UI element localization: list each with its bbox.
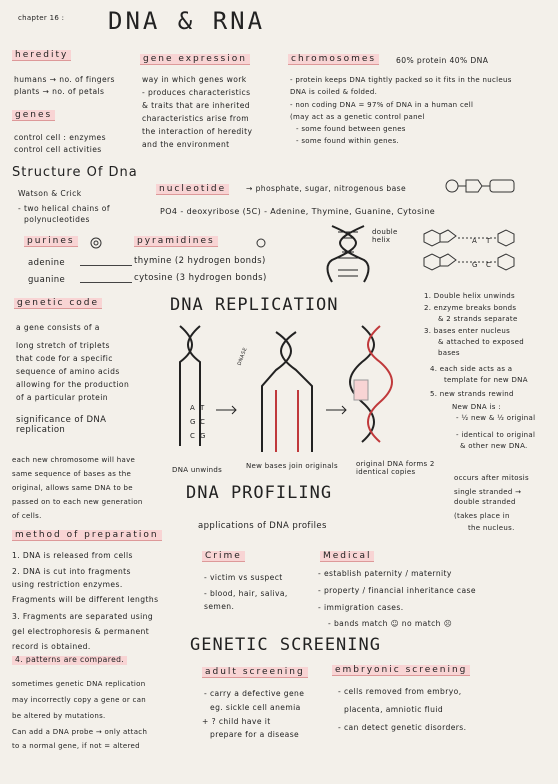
mitosis-note: occurs after mitosis	[454, 474, 529, 482]
chromosomes-line: DNA is coiled & folded.	[290, 88, 378, 96]
gene-expression-heading: gene expression	[140, 54, 250, 65]
significance-line: original, allows same DNA to be	[12, 484, 133, 492]
double-helix-icon	[328, 226, 368, 282]
nucleotide-heading: nucleotide	[156, 184, 229, 195]
chapter-label: chapter 16 :	[18, 14, 65, 22]
replication-step: 3. bases enter nucleus	[424, 327, 511, 335]
medical-line: - establish paternity / maternity	[318, 569, 452, 578]
embryonic-screening-heading: embryonic screening	[332, 665, 470, 676]
strand-letter: G	[190, 418, 196, 426]
significance-line: each new chromosome will have	[12, 456, 136, 464]
chromosomes-line: - some found between genes	[296, 125, 406, 133]
significance-line: same sequence of bases as the	[12, 470, 132, 478]
gene-expression-line: & traits that are inherited	[142, 101, 250, 110]
replication-caption: DNA unwinds	[172, 466, 223, 474]
gene-expression-line: way in which genes work	[142, 75, 247, 84]
crime-line: - blood, hair, saliva,	[204, 589, 288, 598]
replication-step: bases	[438, 349, 460, 357]
purine-item: guanine	[28, 275, 66, 285]
embryonic-screening-line: - can detect genetic disorders.	[338, 723, 467, 732]
mitosis-note: double stranded	[454, 498, 516, 506]
replication-step: 2. enzyme breaks bonds	[424, 304, 517, 312]
dnase-label: DNASE	[236, 346, 249, 367]
chromosomes-line: - some found within genes.	[296, 137, 399, 145]
pyramidine-item: cytosine (3 hydrogen bonds)	[134, 273, 267, 283]
chromosomes-summary: 60% protein 40% DNA	[396, 56, 489, 65]
chromosomes-line: - protein keeps DNA tightly packed so it fits in the nucleus	[290, 76, 512, 84]
method-line: gel electrophoresis & permanent	[12, 627, 150, 636]
pyramidine-item: thymine (2 hydrogen bonds)	[134, 256, 266, 266]
genetic-code-line: a gene consists of a	[16, 323, 100, 332]
replication-step: - identical to original	[456, 431, 536, 439]
screening-intro: to a normal gene, if not = altered	[12, 742, 140, 750]
medical-line: - bands match ☺ no match ☹	[328, 619, 453, 628]
profiling-heading: DNA PROFILING	[186, 483, 333, 503]
heredity-heading: heredity	[12, 50, 71, 61]
method-line: Fragments will be different lengths	[12, 595, 159, 604]
screening-intro: sometimes genetic DNA replication	[12, 680, 146, 688]
replication-step: 5. new strands rewind	[430, 390, 514, 398]
gene-expression-line: the interaction of heredity	[142, 127, 253, 136]
method-line: record is obtained.	[12, 642, 91, 651]
base-label-t: T	[486, 237, 491, 245]
purine-link-line	[80, 265, 132, 266]
adult-screening-line: + ? child have it	[202, 717, 271, 726]
applications-label: applications of DNA profiles	[198, 521, 327, 531]
replication-step: & other new DNA.	[460, 442, 528, 450]
genetic-code-line: that code for a specific	[16, 354, 113, 363]
replication-step: New DNA is :	[452, 403, 501, 411]
strand-letter: C	[200, 418, 206, 426]
embryonic-screening-line: placenta, amniotic fluid	[344, 705, 444, 714]
screening-intro: Can add a DNA probe → only attach	[12, 728, 148, 736]
genes-heading: genes	[12, 110, 55, 121]
replication-step: 4. each side acts as a	[430, 365, 513, 373]
structure-line: polynucleotides	[24, 215, 90, 224]
medical-line: - immigration cases.	[318, 603, 404, 612]
replication-step: & 2 strands separate	[438, 315, 518, 323]
double-helix-label: double helix	[372, 228, 398, 245]
adult-screening-line: eg. sickle cell anemia	[210, 703, 301, 712]
genetic-code-line: long stretch of triplets	[16, 341, 110, 350]
replication-step: & attached to exposed	[438, 338, 525, 346]
method-heading: method of preparation	[12, 530, 162, 541]
nucleotide-arrow-text: → phosphate, sugar, nitrogenous base	[246, 184, 407, 193]
page-title: DNA & RNA	[108, 7, 266, 35]
mitosis-note: (takes place in	[454, 512, 510, 520]
structure-line: - two helical chains of	[18, 204, 110, 213]
strand-letter: A	[190, 404, 196, 412]
mitosis-note: single stranded →	[454, 488, 522, 496]
strand-letter: T	[200, 404, 205, 412]
strand-letter: G	[200, 432, 206, 440]
replication-caption: New bases join originals	[246, 462, 338, 470]
method-line: 3. Fragments are separated using	[12, 612, 154, 621]
screening-intro: may incorrectly copy a gene or can	[12, 696, 147, 704]
purines-heading: purines	[24, 236, 78, 247]
significance-line: of cells.	[12, 512, 42, 520]
base-label-c: C	[486, 261, 492, 269]
medical-line: - property / financial inheritance case	[318, 586, 476, 595]
genetic-code-line: sequence of amino acids	[16, 367, 120, 376]
screening-heading: GENETIC SCREENING	[190, 635, 381, 655]
structure-line: Watson & Crick	[18, 189, 82, 198]
method-line: 4. patterns are compared.	[12, 656, 127, 665]
purine-item: adenine	[28, 258, 65, 268]
replication-step: - ½ new & ½ original	[456, 414, 536, 422]
genes-line: control cell activities	[14, 145, 102, 154]
genetic-code-line: allowing for the production	[16, 380, 130, 389]
chromosomes-heading: chromosomes	[288, 54, 379, 65]
replication-heading: DNA REPLICATION	[170, 295, 339, 315]
gene-expression-line: and the environment	[142, 140, 230, 149]
crime-line: - victim vs suspect	[204, 573, 283, 582]
screening-intro: be altered by mutations.	[12, 712, 106, 720]
crime-heading: Crime	[202, 551, 245, 562]
heredity-line: humans → no. of fingers	[14, 75, 115, 84]
embryonic-screening-line: - cells removed from embryo,	[338, 687, 462, 696]
adult-screening-line: - carry a defective gene	[204, 689, 305, 698]
heredity-line: plants → no. of petals	[14, 87, 105, 96]
base-label-a: A	[472, 237, 478, 245]
base-pair-structures-icon	[418, 228, 528, 278]
adult-screening-heading: adult screening	[202, 667, 308, 678]
purine-ring-icon	[90, 237, 102, 249]
chromosomes-line: - non coding DNA = 97% of DNA in a human cell	[290, 101, 474, 109]
structure-heading: Structure Of Dna	[12, 165, 138, 180]
pyrimidine-ring-icon	[256, 238, 266, 248]
chromosomes-line: (may act as a genetic control panel	[290, 113, 425, 121]
significance-heading: significance of DNA replication	[16, 415, 107, 435]
replication-caption: original DNA forms 2 identical copies	[356, 460, 435, 477]
pyramidines-heading: pyramidines	[134, 236, 218, 247]
mitosis-note: the nucleus.	[468, 524, 515, 532]
replication-step: 1. Double helix unwinds	[424, 292, 515, 300]
gene-expression-line: - produces characteristics	[142, 88, 251, 97]
genetic-code-heading: genetic code	[14, 298, 102, 309]
medical-heading: Medical	[320, 551, 374, 562]
method-line: 1. DNA is released from cells	[12, 551, 133, 560]
adult-screening-line: prepare for a disease	[210, 730, 300, 739]
method-line: using restriction enzymes.	[12, 580, 123, 589]
significance-line: passed on to each new generation	[12, 498, 143, 506]
purine-link-line	[80, 282, 132, 283]
method-line: 2. DNA is cut into fragments	[12, 567, 131, 576]
genes-line: control cell : enzymes	[14, 133, 106, 142]
gene-expression-line: characteristics arise from	[142, 114, 250, 123]
crime-line: semen.	[204, 602, 235, 611]
strand-letter: C	[190, 432, 196, 440]
genetic-code-line: of a particular protein	[16, 393, 108, 402]
base-label-g: G	[472, 261, 478, 269]
replication-step: template for new DNA	[444, 376, 528, 384]
nucleotide-shape-icon	[444, 176, 524, 196]
nucleotide-components: PO4 - deoxyribose (5C) - Adenine, Thymine, Guanine, Cytosine	[160, 207, 436, 216]
